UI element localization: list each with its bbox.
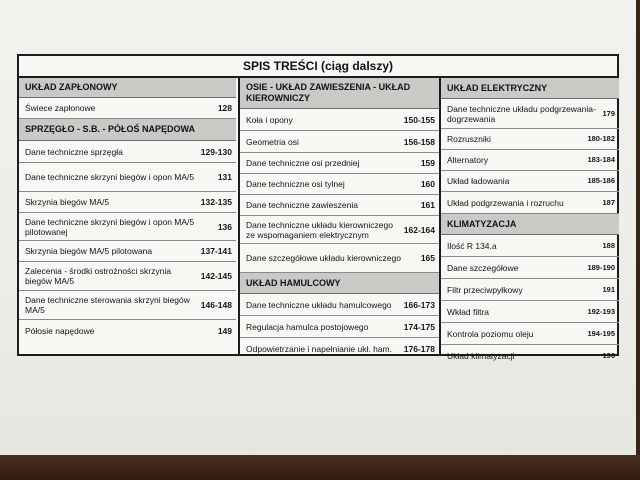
toc-entry[interactable] [240,338,439,360]
entry-label: Zalecenia - środki ostrożności skrzynia biegów MA/5 [25,266,171,286]
entry-page: 180-182 [587,134,615,143]
entry-label: Dane techniczne sterowania skrzyni biegów MA/5 [25,295,190,315]
toc-entry[interactable] [240,216,439,244]
entry-label: Odpowietrzanie i napełnianie ukł. ham. [246,344,393,354]
entry-page: 166-173 [403,299,435,310]
toc-entry[interactable] [441,99,619,129]
entry-label: Dane techniczne skrzyni biegów i opon MA/5 pilotowanej [25,216,195,237]
toc-column-2 [238,78,439,354]
entry-page: 187 [602,197,615,207]
entry-label: Dane techniczne układu podgrzewania-dogrzewania [447,103,596,124]
entry-page: 128 [217,103,232,113]
entry-label: Dane szczegółowe układu kierowniczego [246,253,401,263]
entry-page: 191 [602,284,615,294]
toc-entry[interactable] [240,195,439,216]
entry-page: 150-155 [403,114,435,125]
entry-page: 156-158 [403,136,435,147]
entry-page: 196 [602,351,615,360]
toc-column-1 [19,78,236,354]
entry-label: Dane techniczne sprzęgła [25,146,123,157]
entry-page: 142-145 [200,271,232,281]
toc-entry[interactable] [240,109,439,131]
entry-label: Wkład filtra [447,306,490,317]
toc-entry[interactable] [441,171,619,192]
toc-table [17,54,619,361]
section-header: SPRZĘGŁO - S.B. - PÓŁOŚ NAPĘDOWA [19,119,236,141]
entry-page: 183-184 [587,155,615,164]
toc-entry[interactable] [19,320,236,342]
toc-entry[interactable] [19,241,236,262]
entry-label: Rozruszniki [447,134,491,144]
entry-page: 189-190 [587,262,615,272]
page-title: SPIS TREŚCI (ciąg dalszy) [19,56,617,78]
entry-label: Skrzynia biegów MA/5 [25,197,110,207]
toc-entry[interactable] [19,262,236,291]
toc-entry[interactable] [441,279,619,301]
toc-column-3 [439,78,619,361]
toc-entry[interactable] [19,213,236,241]
entry-page: 188 [602,240,615,250]
entry-label: Dane techniczne układu hamulcowego [246,299,392,310]
toc-entry[interactable] [19,192,236,213]
entry-page: 137-141 [200,246,232,256]
toc-entry[interactable] [441,235,619,257]
entry-label: Układ klimatyzacji [447,351,515,361]
toc-entry[interactable] [19,291,236,320]
entry-label: Półosie napędowe [25,326,95,336]
toc-entry[interactable] [19,141,236,163]
entry-page: 185-186 [587,176,615,185]
toc-entry[interactable] [441,192,619,214]
entry-page: 149 [217,326,232,336]
entry-label: Geometria osi [246,136,299,147]
toc-entry[interactable] [240,131,439,153]
entry-label: Dane techniczne układu kierowniczego ze wspomaganiem elektrycznym [246,219,393,240]
entry-page: 159 [420,158,435,168]
entry-page: 146-148 [200,300,232,310]
toc-entry[interactable] [441,150,619,171]
entry-label: Filtr przeciwpyłkowy [447,284,523,295]
entry-page: 162-164 [403,224,435,235]
entry-label: Układ podgrzewania i rozruchu [447,197,564,208]
entry-label: Układ ładowania [447,176,510,186]
entry-page: 176-178 [403,344,435,354]
toc-entry[interactable] [240,294,439,316]
section-header: OSIE - UKŁAD ZAWIESZENIA - UKŁAD KIEROWNICZY [240,78,439,109]
section-header: KLIMATYZACJA [441,214,619,235]
toc-entry[interactable] [19,98,236,119]
entry-page: 129-130 [200,146,232,157]
section-header: UKŁAD ELEKTRYCZNY [441,78,619,99]
entry-label: Regulacja hamulca postojowego [246,321,369,332]
toc-entry[interactable] [441,129,619,150]
entry-label: Dane techniczne osi tylnej [246,179,345,189]
toc-entry[interactable] [240,316,439,338]
entry-label: Kontrola poziomu oleju [447,328,534,339]
entry-label: Dane techniczne osi przedniej [246,158,360,168]
entry-label: Skrzynia biegów MA/5 pilotowana [25,246,153,256]
entry-label: Ilość R 134.a [447,240,497,251]
entry-label: Dane szczegółowe [447,262,519,273]
background-surface [0,455,640,480]
toc-entry[interactable] [240,244,439,273]
entry-page: 194-195 [587,328,615,338]
entry-page: 174-175 [403,321,435,332]
section-header: UKŁAD HAMULCOWY [240,273,439,294]
entry-page: 192-193 [587,306,615,316]
entry-page: 179 [602,108,615,118]
entry-page: 160 [420,179,435,189]
entry-page: 165 [420,253,435,263]
entry-page: 132-135 [200,197,232,207]
entry-label: Koła i opony [246,114,293,125]
toc-entry[interactable] [441,345,619,367]
entry-page: 161 [420,200,435,210]
entry-page: 131 [217,172,232,182]
entry-page: 136 [217,221,232,232]
toc-entry[interactable] [441,301,619,323]
entry-label: Alternatory [447,155,489,165]
toc-entry[interactable] [441,323,619,345]
toc-entry[interactable] [240,174,439,195]
entry-label: Dane techniczne zawieszenia [246,200,358,210]
toc-entry[interactable] [441,257,619,279]
entry-label: Dane techniczne skrzyni biegów i opon MA/5 [25,172,195,182]
toc-entry[interactable] [19,163,236,192]
section-header: UKŁAD ZAPŁONOWY [19,78,236,98]
toc-entry[interactable] [240,153,439,174]
entry-label: Świece zapłonowe [25,103,96,113]
